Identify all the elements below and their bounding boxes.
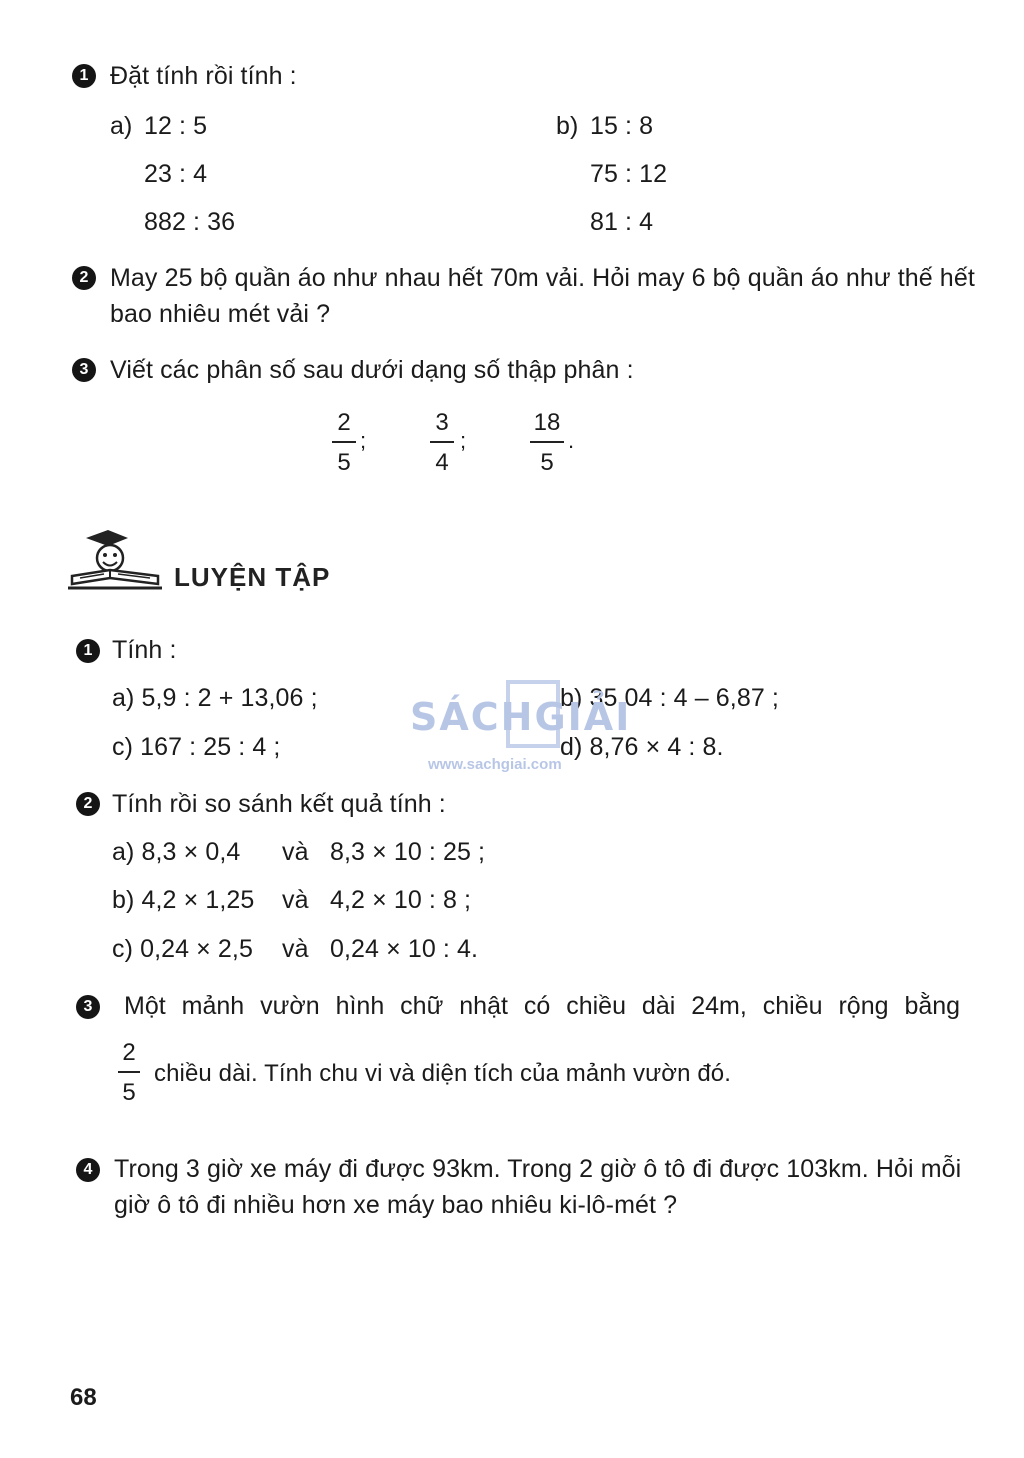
practice-2-row-and: và — [282, 935, 309, 963]
practice-1a: a) 5,9 : 2 + 13,06 ; — [112, 684, 318, 712]
exercise-3-badge: 3 — [72, 358, 96, 382]
practice-2-badge: 2 — [76, 792, 100, 816]
practice-2-title: Tính rồi so sánh kết quả tính : — [112, 790, 446, 818]
fraction-bar — [118, 1071, 140, 1073]
exercise-1b-label: b) — [556, 112, 579, 140]
fraction-separator: . — [568, 428, 575, 453]
exercise-2-text-line2: bao nhiêu mét vải ? — [110, 300, 331, 328]
fraction-denominator: 5 — [337, 449, 351, 476]
fraction — [530, 408, 564, 478]
fraction-numerator: 18 — [533, 409, 561, 436]
practice-1-badge: 1 — [76, 639, 100, 663]
exercise-1a-item: 12 : 5 — [144, 112, 208, 140]
practice-3-text-line1: Một mảnh vườn hình chữ nhật có chiều dài 24m, chiều rộng bằng — [124, 992, 961, 1020]
watermark-brand: SÁCHGIẢI — [410, 695, 632, 739]
section-heading: LUYỆN TẬP — [174, 562, 331, 592]
fraction-bar — [430, 441, 454, 443]
exercise-1b-item: 75 : 12 — [590, 160, 668, 188]
fraction — [332, 408, 356, 478]
practice-2-row-and: và — [282, 838, 309, 866]
exercise-1a-item: 882 : 36 — [144, 208, 236, 236]
fraction-denominator: 4 — [435, 449, 449, 476]
fraction-numerator: 2 — [122, 1039, 136, 1066]
fraction-separator: ; — [460, 428, 467, 453]
practice-1-title: Tính : — [112, 636, 177, 664]
practice-3-badge: 3 — [76, 995, 100, 1019]
exercise-1-badge: 1 — [72, 64, 96, 88]
fraction-bar — [530, 441, 564, 443]
fraction-numerator: 3 — [435, 409, 449, 436]
exercise-2-text-line1: May 25 bộ quần áo như nhau hết 70m vải. Hỏi may 6 bộ quần áo như thế hết — [110, 264, 975, 292]
practice-1b: b) 35,04 : 4 – 6,87 ; — [560, 684, 779, 712]
exercise-3-title: Viết các phân số sau dưới dạng số thập phân : — [110, 356, 634, 384]
exercise-2-badge: 2 — [72, 266, 96, 290]
practice-2-row-right: 0,24 × 10 : 4. — [330, 935, 479, 963]
exercise-1b-item: 15 : 8 — [590, 112, 654, 140]
exercise-1b-item: 81 : 4 — [590, 208, 654, 236]
practice-2-row-right: 4,2 × 10 : 8 ; — [330, 886, 472, 914]
practice-4-badge: 4 — [76, 1158, 100, 1182]
fraction-numerator: 2 — [337, 409, 351, 436]
practice-2-row-left: a) 8,3 × 0,4 — [112, 838, 241, 866]
fraction — [430, 408, 454, 478]
fraction-denominator: 5 — [122, 1079, 136, 1106]
practice-1c: c) 167 : 25 : 4 ; — [112, 733, 281, 761]
mascot-reading-icon — [66, 528, 166, 592]
exercise-1-title: Đặt tính rồi tính : — [110, 62, 297, 90]
fraction-bar — [332, 441, 356, 443]
fraction — [118, 1038, 140, 1108]
fraction-denominator: 5 — [540, 449, 554, 476]
practice-2-row-left: b) 4,2 × 1,25 — [112, 886, 255, 914]
exercise-1a-label: a) — [110, 112, 133, 140]
page-number: 68 — [70, 1384, 97, 1411]
practice-2-row-and: và — [282, 886, 309, 914]
practice-3-text-line2: chiều dài. Tính chu vi và diện tích của mảnh vườn đó. — [154, 1060, 731, 1087]
practice-4-text-line1: Trong 3 giờ xe máy đi được 93km. Trong 2 giờ ô tô đi được 103km. Hỏi mỗi — [114, 1155, 962, 1183]
fraction-separator: ; — [360, 428, 367, 453]
exercise-1a-item: 23 : 4 — [144, 160, 208, 188]
practice-2-row-left: c) 0,24 × 2,5 — [112, 935, 253, 963]
practice-1d: d) 8,76 × 4 : 8. — [560, 733, 724, 761]
watermark-url: www.sachgiai.com — [428, 756, 562, 773]
practice-4-text-line2: giờ ô tô đi nhiều hơn xe máy bao nhiêu ki-lô-mét ? — [114, 1191, 678, 1219]
practice-2-row-right: 8,3 × 10 : 25 ; — [330, 838, 486, 866]
